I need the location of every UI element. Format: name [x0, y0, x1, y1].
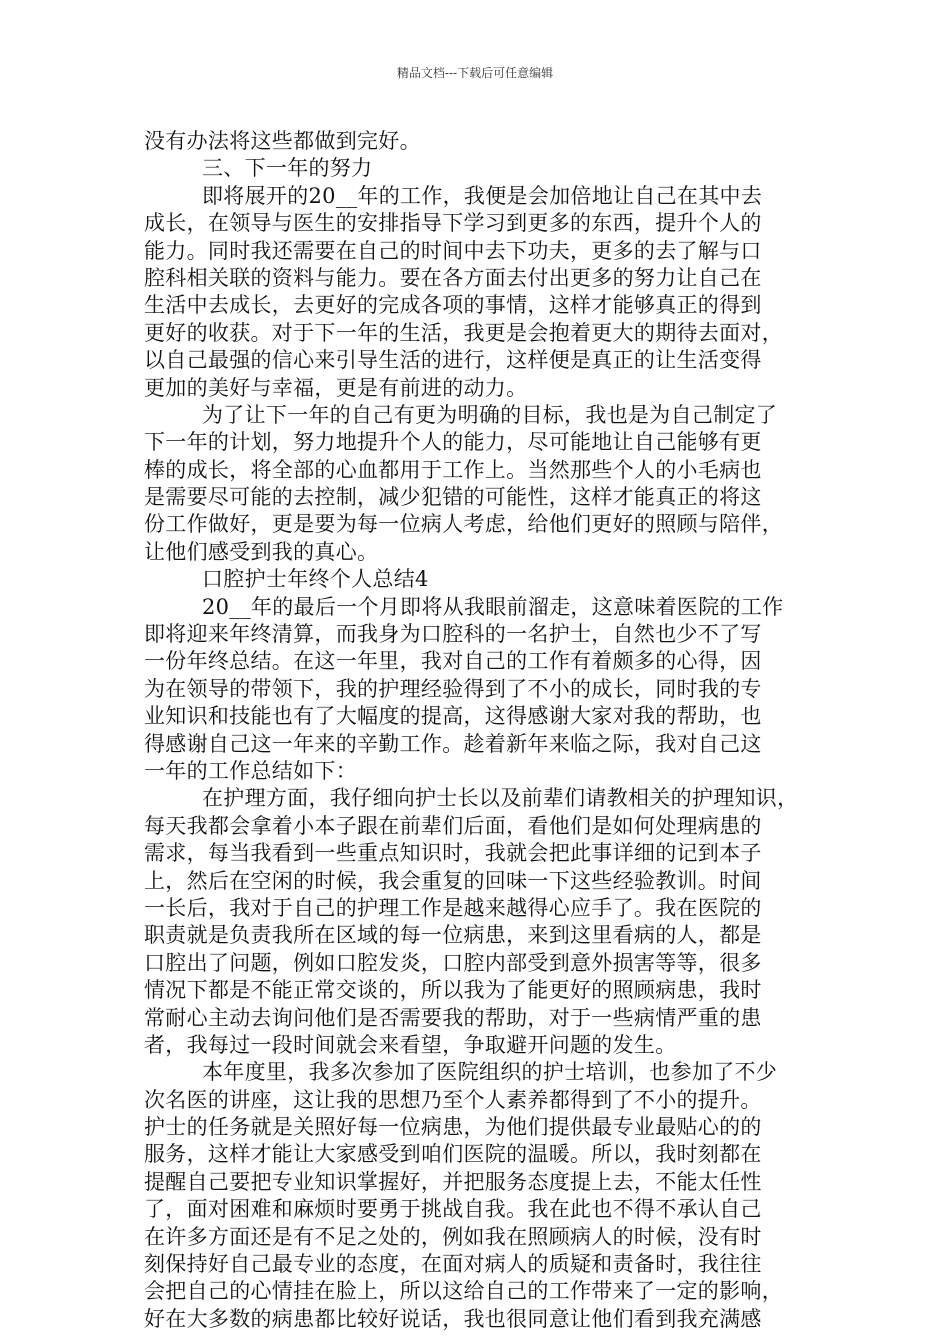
text-line: 上，然后在空闲的时候，我会重复的回味一下这些经验教训。时间 — [144, 868, 762, 893]
page-header: 精品文档---下载后可任意编辑 — [396, 66, 554, 80]
text-line: 一长后，我对于自己的护理工作是越来越得心应手了。我在医院的 — [144, 895, 762, 920]
text-line: 一年的工作总结如下： — [144, 758, 357, 783]
text-line: 是需要尽可能的去控制，减少犯错的可能性，这样才能真正的将这 — [144, 485, 762, 510]
text-line: 即将迎来年终清算，而我身为口腔科的一名护士，自然也少不了写 — [144, 622, 762, 647]
text-line: 好在大多数的病患都比较好说话，我也很同意让他们看到我充满感 — [144, 1306, 762, 1331]
text-line: 份工作做好，更是要为每一位病人考虑，给他们更好的照顾与陪伴， — [144, 512, 783, 537]
text-line: 服务，这样才能让大家感受到咱们医院的温暖。所以，我时刻都在 — [144, 1142, 762, 1167]
text-line: 一份年终总结。在这一年里，我对自己的工作有着颇多的心得，因 — [144, 649, 762, 674]
text-line: 即将展开的20__年的工作，我便是会加倍地让自己在其中去 — [202, 183, 763, 208]
document-body — [144, 128, 812, 1333]
text-line: 为在领导的带领下，我的护理经验得到了不小的成长，同时我的专 — [144, 676, 762, 701]
text-line: 下一年的计划，努力地提升个人的能力，尽可能地让自己能够有更 — [144, 430, 762, 455]
text-line: 业知识和技能也有了大幅度的提高，这得感谢大家对我的帮助，也 — [144, 704, 762, 729]
text-line: 口腔护士年终个人总结4 — [202, 567, 429, 592]
text-line: 会把自己的心情挂在脸上，所以这给自己的工作带来了一定的影响， — [144, 1279, 783, 1304]
text-line: 刻保持好自己最专业的态度，在面对病人的质疑和责备时，我往往 — [144, 1252, 762, 1277]
text-line: 腔科相关联的资料与能力。要在各方面去付出更多的努力让自己在 — [144, 265, 762, 290]
text-line: 以自己最强的信心来引导生活的进行，这样便是真正的让生活变得 — [144, 348, 762, 373]
text-line: 了，面对困难和麻烦时要勇于挑战自我。我在此也不得不承认自己 — [144, 1197, 762, 1222]
text-line: 为了让下一年的自己有更为明确的目标，我也是为自己制定了 — [202, 402, 778, 427]
text-line: 在许多方面还是有不足之处的，例如我在照顾病人的时候，没有时 — [144, 1224, 762, 1249]
text-line: 职责就是负责我所在区域的每一位病患，来到这里看病的人，都是 — [144, 923, 762, 948]
text-line: 让他们感受到我的真心。 — [144, 539, 379, 564]
text-line: 棒的成长，将全部的心血都用于工作上。当然那些个人的小毛病也 — [144, 457, 762, 482]
text-line: 没有办法将这些都做到完好。 — [144, 129, 421, 153]
text-line: 本年度里，我多次参加了医院组织的护士培训，也参加了不少 — [202, 1060, 778, 1085]
text-line: 在护理方面，我仔细向护士长以及前辈们请教相关的护理知识， — [202, 786, 799, 811]
text-line: 能力。同时我还需要在自己的时间中去下功夫，更多的去了解与口 — [144, 238, 762, 263]
text-line: 更加的美好与幸福，更是有前进的动力。 — [144, 375, 528, 400]
text-line: 情况下都是不能正常交谈的，所以我为了能更好的照顾病患，我时 — [144, 978, 762, 1003]
text-line: 提醒自己要把专业知识掌握好，并把服务态度提上去，不能太任性 — [144, 1169, 762, 1194]
text-line: 常耐心主动去询问他们是否需要我的帮助，对于一些病情严重的患 — [144, 1005, 762, 1030]
text-line: 20__年的最后一个月即将从我眼前溜走，这意味着医院的工作 — [202, 594, 784, 619]
text-line: 得感谢自己这一年来的辛勤工作。趁着新年来临之际，我对自己这 — [144, 731, 762, 756]
text-line: 需求，每当我看到一些重点知识时，我就会把此事详细的记到本子 — [144, 841, 762, 866]
text-line: 口腔出了问题，例如口腔发炎，口腔内部受到意外损害等等，很多 — [144, 950, 762, 975]
text-line: 每天我都会拿着小本子跟在前辈们后面，看他们是如何处理病患的 — [144, 813, 762, 838]
text-line: 更好的收获。对于下一年的生活，我更是会抱着更大的期待去面对， — [144, 320, 783, 345]
text-line: 生活中去成长，去更好的完成各项的事情，这样才能够真正的得到 — [144, 293, 762, 318]
text-line: 者，我每过一段时间就会来看望，争取避开问题的发生。 — [144, 1032, 677, 1057]
text-line: 三、下一年的努力 — [202, 156, 373, 181]
text-line: 护士的任务就是关照好每一位病患，为他们提供最专业最贴心的的 — [144, 1115, 762, 1140]
text-line: 次名医的讲座，这让我的思想乃至个人素养都得到了不小的提升。 — [144, 1087, 762, 1112]
text-line: 成长，在领导与医生的安排指导下学习到更多的东西，提升个人的 — [144, 211, 762, 236]
